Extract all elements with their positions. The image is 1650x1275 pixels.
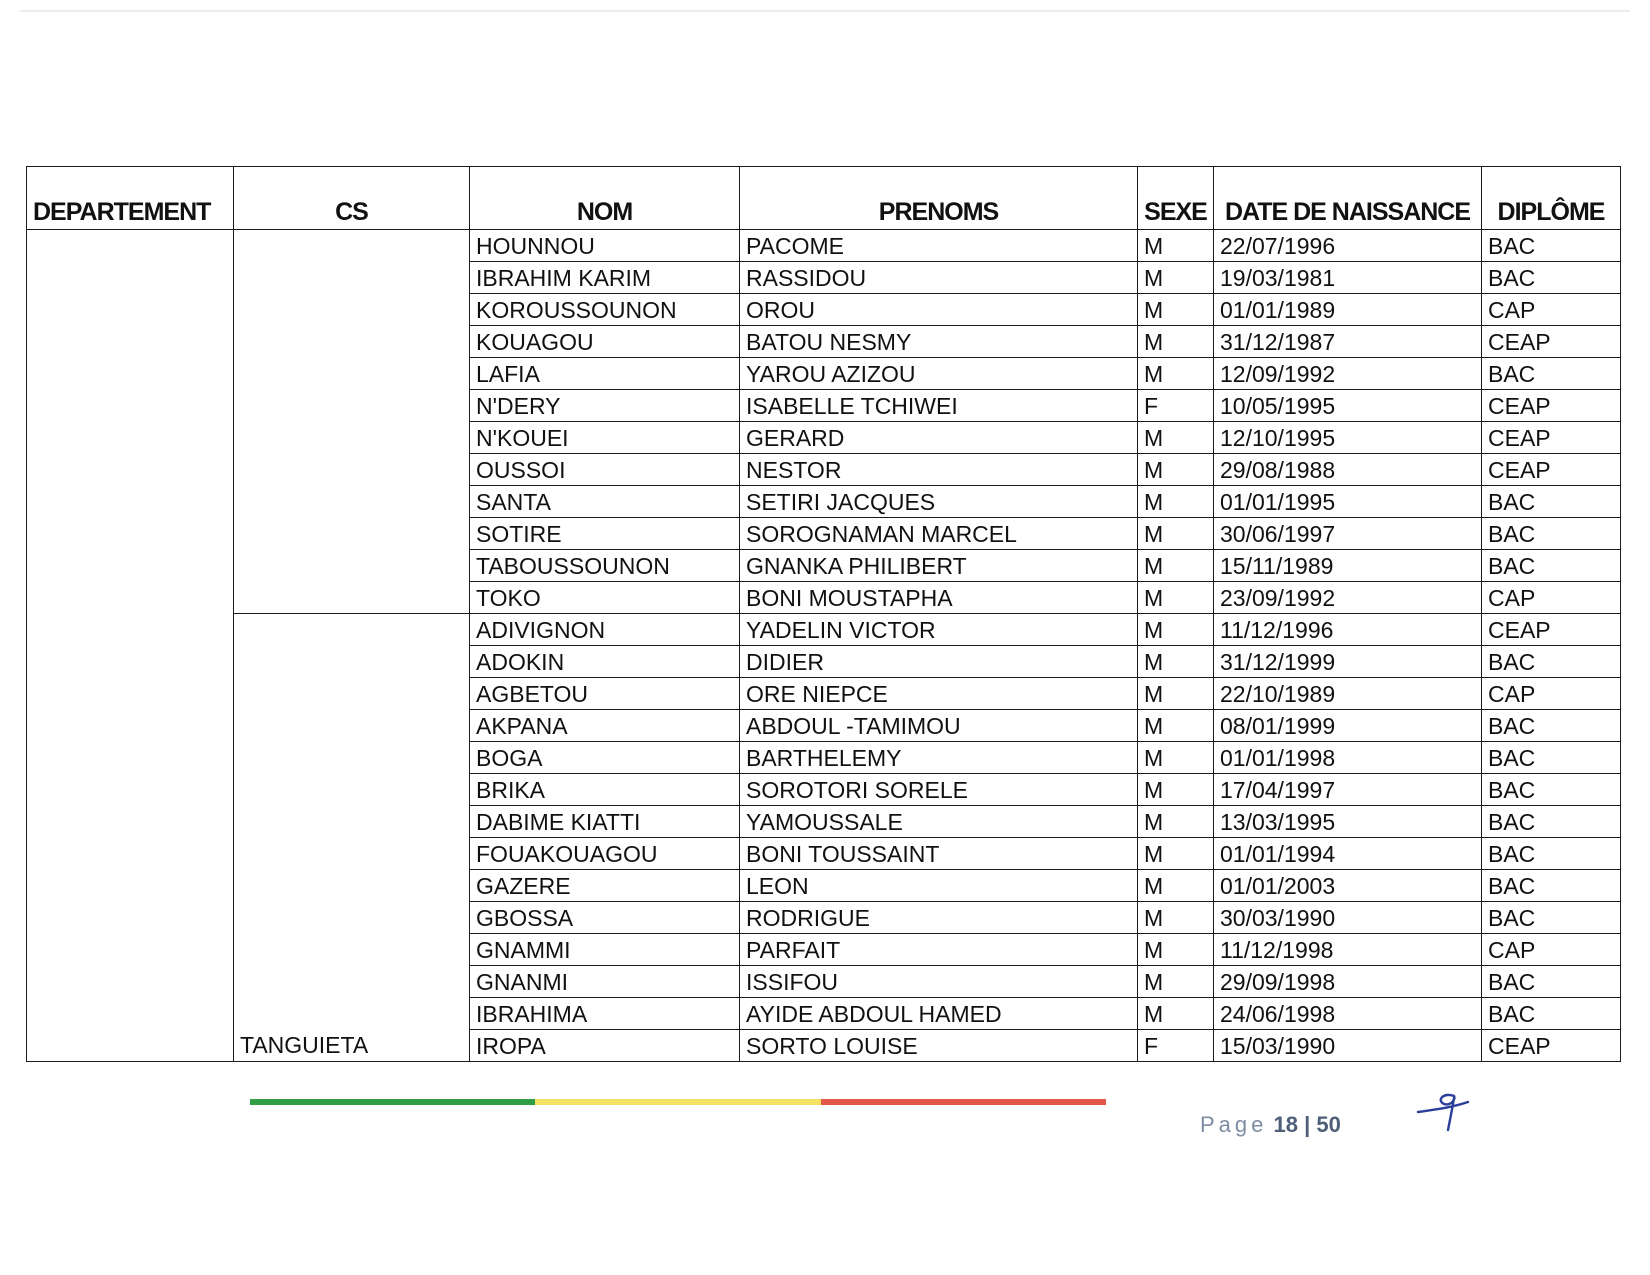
sexe-cell: M bbox=[1138, 422, 1214, 454]
sexe-cell: M bbox=[1138, 230, 1214, 262]
nom-cell: LAFIA bbox=[470, 358, 740, 390]
nom-cell: IBRAHIM KARIM bbox=[470, 262, 740, 294]
prenoms-cell: GNANKA PHILIBERT bbox=[740, 550, 1138, 582]
date-naissance-cell: 12/10/1995 bbox=[1214, 422, 1482, 454]
date-naissance-cell: 31/12/1987 bbox=[1214, 326, 1482, 358]
date-naissance-cell: 30/03/1990 bbox=[1214, 902, 1482, 934]
diplome-cell: CEAP bbox=[1482, 422, 1621, 454]
flag-red-segment bbox=[821, 1099, 1106, 1105]
date-naissance-cell: 23/09/1992 bbox=[1214, 582, 1482, 614]
sexe-cell: M bbox=[1138, 486, 1214, 518]
nom-cell: TABOUSSOUNON bbox=[470, 550, 740, 582]
diplome-cell: BAC bbox=[1482, 870, 1621, 902]
date-naissance-cell: 01/01/1995 bbox=[1214, 486, 1482, 518]
nom-cell: GBOSSA bbox=[470, 902, 740, 934]
prenoms-cell: SETIRI JACQUES bbox=[740, 486, 1138, 518]
prenoms-cell: DIDIER bbox=[740, 646, 1138, 678]
nom-cell: GNAMMI bbox=[470, 934, 740, 966]
prenoms-cell: BARTHELEMY bbox=[740, 742, 1138, 774]
prenoms-cell: BONI MOUSTAPHA bbox=[740, 582, 1138, 614]
prenoms-cell: GERARD bbox=[740, 422, 1138, 454]
diplome-cell: CEAP bbox=[1482, 326, 1621, 358]
diplome-cell: BAC bbox=[1482, 262, 1621, 294]
header-cs: CS bbox=[234, 167, 470, 230]
sexe-cell: M bbox=[1138, 774, 1214, 806]
diplome-cell: BAC bbox=[1482, 838, 1621, 870]
sexe-cell: M bbox=[1138, 262, 1214, 294]
nom-cell: GAZERE bbox=[470, 870, 740, 902]
sexe-cell: M bbox=[1138, 998, 1214, 1030]
diplome-cell: CAP bbox=[1482, 678, 1621, 710]
diplome-cell: BAC bbox=[1482, 486, 1621, 518]
date-naissance-cell: 01/01/1994 bbox=[1214, 838, 1482, 870]
nom-cell: BRIKA bbox=[470, 774, 740, 806]
date-naissance-cell: 29/09/1998 bbox=[1214, 966, 1482, 998]
nom-cell: N'DERY bbox=[470, 390, 740, 422]
diplome-cell: CEAP bbox=[1482, 390, 1621, 422]
date-naissance-cell: 01/01/2003 bbox=[1214, 870, 1482, 902]
sexe-cell: M bbox=[1138, 294, 1214, 326]
nom-cell: HOUNNOU bbox=[470, 230, 740, 262]
nom-cell: AKPANA bbox=[470, 710, 740, 742]
date-naissance-cell: 15/03/1990 bbox=[1214, 1030, 1482, 1062]
date-naissance-cell: 12/09/1992 bbox=[1214, 358, 1482, 390]
prenoms-cell: RASSIDOU bbox=[740, 262, 1138, 294]
date-naissance-cell: 08/01/1999 bbox=[1214, 710, 1482, 742]
date-naissance-cell: 01/01/1998 bbox=[1214, 742, 1482, 774]
diplome-cell: CEAP bbox=[1482, 454, 1621, 486]
sexe-cell: M bbox=[1138, 678, 1214, 710]
diplome-cell: BAC bbox=[1482, 902, 1621, 934]
diplome-cell: BAC bbox=[1482, 518, 1621, 550]
page-indicator bbox=[1200, 1112, 1341, 1138]
sexe-cell: M bbox=[1138, 966, 1214, 998]
nom-cell: AGBETOU bbox=[470, 678, 740, 710]
prenoms-cell: BONI TOUSSAINT bbox=[740, 838, 1138, 870]
diplome-cell: BAC bbox=[1482, 646, 1621, 678]
date-naissance-cell: 31/12/1999 bbox=[1214, 646, 1482, 678]
candidate-table bbox=[26, 166, 1621, 1062]
date-naissance-cell: 15/11/1989 bbox=[1214, 550, 1482, 582]
nom-cell: IBRAHIMA bbox=[470, 998, 740, 1030]
date-naissance-cell: 11/12/1998 bbox=[1214, 934, 1482, 966]
nom-cell: KOUAGOU bbox=[470, 326, 740, 358]
cs-cell bbox=[234, 230, 470, 614]
header-date-naissance: DATE DE NAISSANCE bbox=[1214, 167, 1482, 230]
sexe-cell: F bbox=[1138, 1030, 1214, 1062]
nom-cell: SANTA bbox=[470, 486, 740, 518]
prenoms-cell: LEON bbox=[740, 870, 1138, 902]
prenoms-cell: SOROGNAMAN MARCEL bbox=[740, 518, 1138, 550]
prenoms-cell: AYIDE ABDOUL HAMED bbox=[740, 998, 1138, 1030]
date-naissance-cell: 24/06/1998 bbox=[1214, 998, 1482, 1030]
sexe-cell: M bbox=[1138, 614, 1214, 646]
header-nom: NOM bbox=[470, 167, 740, 230]
sexe-cell: F bbox=[1138, 390, 1214, 422]
date-naissance-cell: 01/01/1989 bbox=[1214, 294, 1482, 326]
sexe-cell: M bbox=[1138, 902, 1214, 934]
nom-cell: ADOKIN bbox=[470, 646, 740, 678]
diplome-cell: BAC bbox=[1482, 774, 1621, 806]
flag-green-segment bbox=[250, 1099, 535, 1105]
date-naissance-cell: 10/05/1995 bbox=[1214, 390, 1482, 422]
nom-cell: N'KOUEI bbox=[470, 422, 740, 454]
prenoms-cell: ISSIFOU bbox=[740, 966, 1138, 998]
sexe-cell: M bbox=[1138, 326, 1214, 358]
diplome-cell: CAP bbox=[1482, 582, 1621, 614]
diplome-cell: BAC bbox=[1482, 742, 1621, 774]
nom-cell: DABIME KIATTI bbox=[470, 806, 740, 838]
prenoms-cell: YAMOUSSALE bbox=[740, 806, 1138, 838]
prenoms-cell: ISABELLE TCHIWEI bbox=[740, 390, 1138, 422]
prenoms-cell: RODRIGUE bbox=[740, 902, 1138, 934]
prenoms-cell: BATOU NESMY bbox=[740, 326, 1138, 358]
date-naissance-cell: 19/03/1981 bbox=[1214, 262, 1482, 294]
diplome-cell: BAC bbox=[1482, 230, 1621, 262]
date-naissance-cell: 30/06/1997 bbox=[1214, 518, 1482, 550]
sexe-cell: M bbox=[1138, 742, 1214, 774]
header-prenoms: PRENOMS bbox=[740, 167, 1138, 230]
page-total: 50 bbox=[1316, 1112, 1341, 1137]
sexe-cell: M bbox=[1138, 838, 1214, 870]
nom-cell: TOKO bbox=[470, 582, 740, 614]
nom-cell: KOROUSSOUNON bbox=[470, 294, 740, 326]
sexe-cell: M bbox=[1138, 870, 1214, 902]
diplome-cell: CAP bbox=[1482, 934, 1621, 966]
scan-top-edge bbox=[20, 10, 1630, 12]
prenoms-cell: ORE NIEPCE bbox=[740, 678, 1138, 710]
prenoms-cell: SORTO LOUISE bbox=[740, 1030, 1138, 1062]
header-departement: DEPARTEMENT bbox=[27, 167, 234, 230]
diplome-cell: BAC bbox=[1482, 966, 1621, 998]
prenoms-cell: PARFAIT bbox=[740, 934, 1138, 966]
nom-cell: ADIVIGNON bbox=[470, 614, 740, 646]
table-row bbox=[27, 230, 1621, 262]
diplome-cell: CEAP bbox=[1482, 614, 1621, 646]
header-row bbox=[27, 167, 1621, 230]
handwritten-initial-icon bbox=[1408, 1090, 1470, 1134]
date-naissance-cell: 17/04/1997 bbox=[1214, 774, 1482, 806]
diplome-cell: BAC bbox=[1482, 806, 1621, 838]
date-naissance-cell: 11/12/1996 bbox=[1214, 614, 1482, 646]
nom-cell: OUSSOI bbox=[470, 454, 740, 486]
prenoms-cell: NESTOR bbox=[740, 454, 1138, 486]
nom-cell: FOUAKOUAGOU bbox=[470, 838, 740, 870]
flag-color-bar bbox=[250, 1099, 1106, 1105]
diplome-cell: BAC bbox=[1482, 998, 1621, 1030]
cs-cell: TANGUIETA bbox=[234, 614, 470, 1062]
header-sexe: SEXE bbox=[1138, 167, 1214, 230]
diplome-cell: CAP bbox=[1482, 294, 1621, 326]
nom-cell: SOTIRE bbox=[470, 518, 740, 550]
sexe-cell: M bbox=[1138, 550, 1214, 582]
table-body bbox=[27, 230, 1621, 1062]
prenoms-cell: ABDOUL -TAMIMOU bbox=[740, 710, 1138, 742]
sexe-cell: M bbox=[1138, 934, 1214, 966]
nom-cell: IROPA bbox=[470, 1030, 740, 1062]
date-naissance-cell: 13/03/1995 bbox=[1214, 806, 1482, 838]
diplome-cell: BAC bbox=[1482, 710, 1621, 742]
nom-cell: BOGA bbox=[470, 742, 740, 774]
table-row bbox=[27, 614, 1621, 646]
header-diplome: DIPLÔME bbox=[1482, 167, 1621, 230]
prenoms-cell: OROU bbox=[740, 294, 1138, 326]
prenoms-cell: PACOME bbox=[740, 230, 1138, 262]
nom-cell: GNANMI bbox=[470, 966, 740, 998]
diplome-cell: BAC bbox=[1482, 358, 1621, 390]
prenoms-cell: YAROU AZIZOU bbox=[740, 358, 1138, 390]
diplome-cell: BAC bbox=[1482, 550, 1621, 582]
table-header bbox=[27, 167, 1621, 230]
sexe-cell: M bbox=[1138, 358, 1214, 390]
date-naissance-cell: 22/10/1989 bbox=[1214, 678, 1482, 710]
prenoms-cell: YADELIN VICTOR bbox=[740, 614, 1138, 646]
sexe-cell: M bbox=[1138, 646, 1214, 678]
date-naissance-cell: 29/08/1988 bbox=[1214, 454, 1482, 486]
page-word: Page bbox=[1200, 1112, 1268, 1137]
diplome-cell: CEAP bbox=[1482, 1030, 1621, 1062]
page-number: 18 bbox=[1273, 1112, 1298, 1137]
prenoms-cell: SOROTORI SORELE bbox=[740, 774, 1138, 806]
sexe-cell: M bbox=[1138, 518, 1214, 550]
sexe-cell: M bbox=[1138, 806, 1214, 838]
sexe-cell: M bbox=[1138, 582, 1214, 614]
flag-yellow-segment bbox=[535, 1099, 820, 1105]
departement-cell bbox=[27, 230, 234, 1062]
date-naissance-cell: 22/07/1996 bbox=[1214, 230, 1482, 262]
sexe-cell: M bbox=[1138, 710, 1214, 742]
sexe-cell: M bbox=[1138, 454, 1214, 486]
page-separator: | bbox=[1304, 1112, 1311, 1137]
